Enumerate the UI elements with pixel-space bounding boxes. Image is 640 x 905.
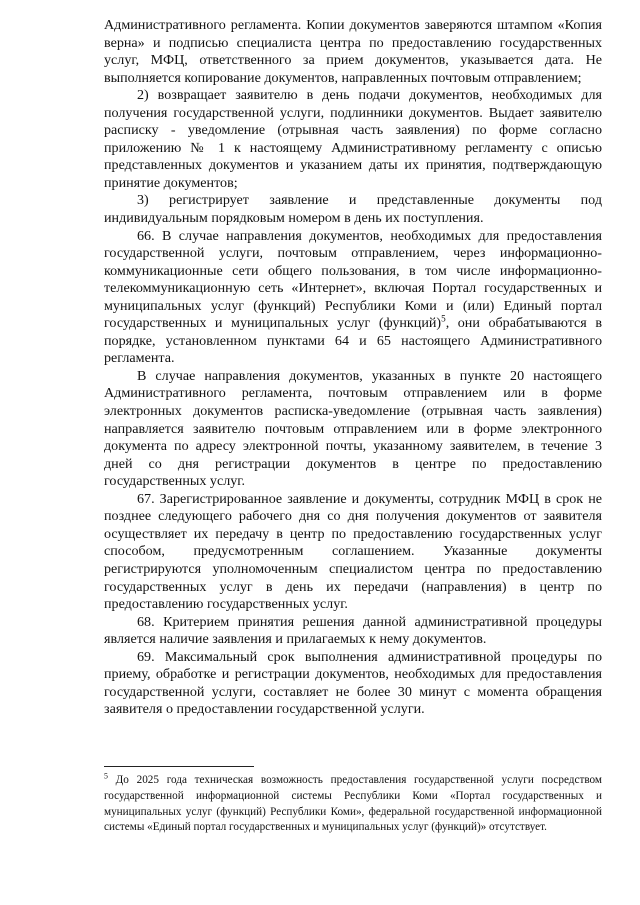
footnote-text: До 2025 года техническая возможность предоставления государственной услуги посредством государственной информационной системы Республики Коми «Портал государственных и муниципальных услуг (функций) Республики Коми», федеральной государственной информационной системы «Единый портал государственных и муниципальных услуг (функций)» отсутствует. <box>104 774 603 834</box>
footnote-mark: 5 <box>104 771 108 781</box>
paragraph-66-text: 66. В случае направления документов, необходимых для предоставления государственной услуги, почтовым отправлением, через информационно-коммуникационные сети общего пользования, в том числе информационно-телекоммуникационную сеть «Интернет», включая Портал государственных и муниципальных услуг (функций) Республики Коми и (или) Единый портал государственных и муниципальных услуг (функций) <box>104 227 602 332</box>
paragraph-item-3: 3) регистрирует заявление и представленные документы под индивидуальным порядковым номером в день их поступления. <box>104 192 602 227</box>
footnote-reference: 5 <box>441 313 446 324</box>
paragraph-68: 68. Критерием принятия решения данной административной процедуры является наличие заявления и прилагаемых к нему документов. <box>104 613 602 648</box>
paragraph-67: 67. Зарегистрированное заявление и документы, сотрудник МФЦ в срок не позднее следующего рабочего дня со дня получения документов от заявителя осуществляет их передачу в центр по предоставлению государственных услуг способом, предусмотренным соглашением. Указанные документы регистрируются уполномоченным специалистом центра по предоставлению государственных услуг в день их передачи (направления) в центр по предоставлению государственных услуг. <box>104 490 602 613</box>
footnote <box>104 773 602 836</box>
footnote-divider <box>104 766 254 767</box>
paragraph-66-text-end: , они обрабатываются в порядке, установленном пунктами 64 и 65 настоящего Административного регламента. <box>104 315 603 367</box>
document-body <box>104 17 602 719</box>
paragraph-66-continued: В случае направления документов, указанных в пункте 20 настоящего Административного регламента, почтовым отправлением или в форме электронных документов расписка-уведомление (отрывная часть заявления) направляется заявителю почтовым отправлением или в форме электронного документа по адресу электронной почты, указанному заявителем, в течение 3 дней со дня регистрации документов в центре по предоставлению государственных услуг. <box>104 367 602 490</box>
paragraph-66 <box>104 228 602 368</box>
paragraph-item-2: 2) возвращает заявителю в день подачи документов, необходимых для получения государственной услуги, подлинники документов. Выдает заявителю расписку - уведомление (отрывная часть заявления) по форме согласно приложению № 1 к настоящему Административному регламенту с описью представленных документов и указанием даты их принятия, подтверждающую принятие документов; <box>104 87 602 191</box>
paragraph-69: 69. Максимальный срок выполнения административной процедуры по приему, обработке и регистрации документов, необходимых для предоставления государственной услуги, составляет не более 30 минут с момента обращения заявителя о предоставлении государственной услуги. <box>104 648 602 718</box>
paragraph-continuation: Административного регламента. Копии документов заверяются штампом «Копия верна» и подписью специалиста центра по предоставлению государственных услуг, МФЦ, ответственного за прием документов, указывается дата. Не выполняется копирование документов, направленных почтовым отправлением; <box>104 17 602 86</box>
